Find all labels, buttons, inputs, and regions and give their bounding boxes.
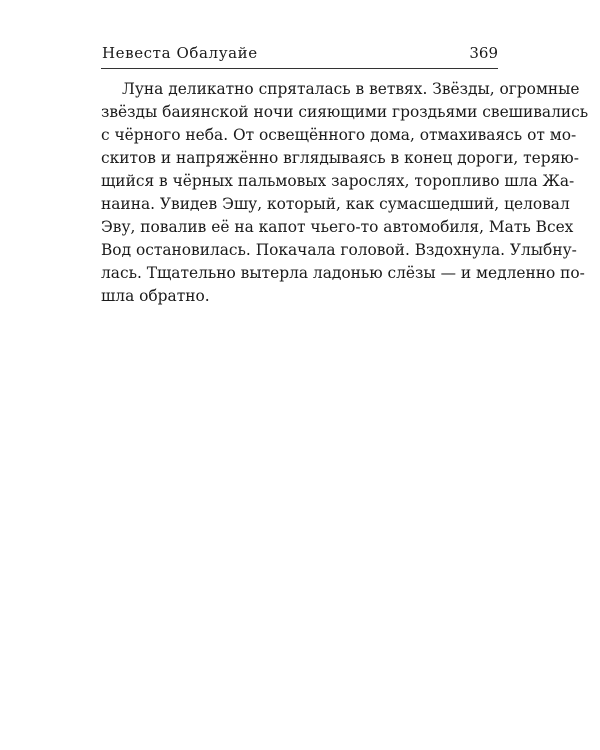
text-line: скитов и напряжённо вглядываясь в конец дороги, теряю- [101, 149, 579, 167]
text-line: лась. Тщательно вытерла ладонью слёзы — и медленно по- [101, 264, 585, 282]
text-line: Вод остановилась. Покачала головой. Вздохнула. Улыбну- [101, 241, 577, 259]
running-title: Невеста Обалуайе [102, 44, 258, 62]
text-line: щийся в чёрных пальмовых зарослях, торопливо шла Жа- [101, 172, 575, 190]
page-number: 369 [469, 44, 498, 62]
text-line: наина. Увидев Эшу, который, как сумасшедший, целовал [101, 195, 570, 213]
text-line: звёзды баиянской ночи сияющими гроздьями свешивались [101, 103, 589, 121]
text-line: Эву, повалив её на капот чьего-то автомобиля, Мать Всех [101, 218, 574, 236]
text-line: с чёрного неба. От освещённого дома, отмахиваясь от мо- [101, 126, 577, 144]
text-line: шла обратно. [101, 287, 210, 305]
text-line: Луна деликатно спряталась в ветвях. Звёзды, огромные [122, 80, 580, 98]
body-paragraph [101, 78, 589, 308]
running-head [101, 42, 498, 69]
